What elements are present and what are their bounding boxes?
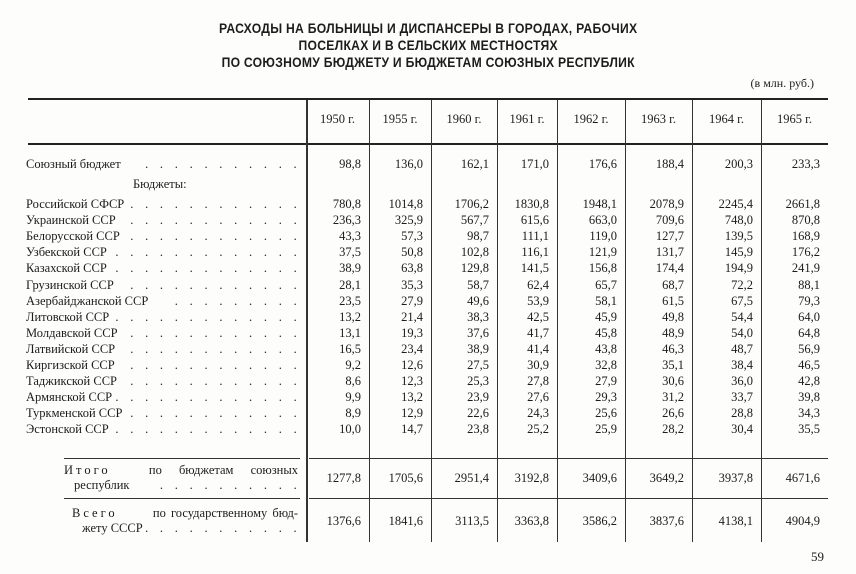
row-label — [26, 373, 301, 389]
table-cell: 4138,1 — [718, 514, 753, 528]
row-label-text: республик — [74, 478, 130, 492]
table-cell: 121,9 — [588, 245, 617, 260]
column-header: 1950 г. — [320, 112, 355, 126]
table-cell: 325,9 — [394, 213, 423, 228]
row-label-total-republics — [64, 462, 301, 478]
title-line: РАСХОДЫ НА БОЛЬНИЦЫ И ДИСПАНСЕРЫ В ГОРОДАХ, РАБОЧИХ — [219, 21, 638, 36]
table-cell: 3937,8 — [718, 471, 753, 485]
top-rule — [28, 98, 828, 100]
row-label-text: Туркменской ССР — [26, 406, 123, 421]
table-cell: 64,8 — [798, 325, 820, 340]
table-cell: 25,6 — [595, 406, 617, 421]
leader-dots: . . . . . . . . . . . . — [130, 229, 301, 244]
total-rule-values — [309, 498, 828, 499]
table-cell: 194,9 — [724, 261, 753, 276]
table-cell: 35,5 — [798, 422, 820, 437]
row-label-text: Таджикской ССР — [26, 374, 117, 389]
table-cell: 136,0 — [394, 157, 423, 171]
table-cell: 64,0 — [798, 309, 820, 324]
table-cell: 102,8 — [460, 245, 489, 260]
table-cell: 615,6 — [520, 213, 549, 228]
table-cell: 171,0 — [520, 157, 549, 171]
table-cell: 23,5 — [339, 293, 361, 308]
table-cell: 233,3 — [791, 157, 820, 171]
table-cell: 25,2 — [527, 422, 549, 437]
table-cell: 25,3 — [467, 374, 489, 389]
row-label — [26, 405, 301, 421]
leader-dots: . . . . . . . . . . . . — [130, 406, 301, 421]
column-header: 1963 г. — [641, 112, 676, 126]
table-cell: 111,1 — [521, 229, 549, 244]
row-label-total-ussr-2 — [82, 520, 301, 536]
table-cell: 48,9 — [662, 325, 684, 340]
table-cell: 567,7 — [460, 213, 489, 228]
table-cell: 23,9 — [467, 390, 489, 405]
table-cell: 43,8 — [595, 341, 617, 356]
table-cell: 33,7 — [731, 390, 753, 405]
leader-dots: . . . . . . . . . . . . — [130, 341, 301, 356]
column-header: 1965 г. — [777, 112, 812, 126]
leader-dots: . . . . . . . . . . . . . — [115, 245, 301, 260]
row-label-text: Армянской ССР — [26, 390, 113, 405]
table-cell: 13,2 — [339, 309, 361, 324]
table-cell: 13,2 — [401, 390, 423, 405]
table-cell: 48,7 — [731, 341, 753, 356]
page-number: 59 — [811, 549, 824, 564]
row-label — [26, 357, 301, 373]
table-cell: 38,9 — [467, 341, 489, 356]
leader-dots: . . . . . . . . . . . . — [130, 325, 301, 340]
budgets-subheader: Бюджеты: — [133, 177, 187, 191]
table-cell: 42,5 — [527, 309, 549, 324]
column-header: 1960 г. — [446, 112, 482, 126]
table-cell: 21,4 — [401, 309, 423, 324]
row-label-text: Молдавской ССР — [26, 325, 118, 340]
row-label — [26, 244, 301, 260]
table-cell: 88,1 — [798, 277, 820, 292]
row-label — [26, 325, 301, 341]
table-cell: 54,4 — [731, 309, 753, 324]
table-cell: 1841,6 — [388, 514, 423, 528]
row-label-total-ussr — [72, 505, 301, 521]
table-cell: 27,8 — [527, 374, 549, 389]
table-cell: 28,1 — [339, 277, 361, 292]
table-cell: 200,3 — [724, 157, 753, 171]
table-cell: 8,9 — [345, 406, 361, 421]
row-label-text: Грузинской ССР — [26, 277, 114, 292]
table-cell: 36,0 — [731, 374, 753, 389]
table-cell: 68,7 — [662, 277, 684, 292]
row-label-union-budget — [26, 156, 301, 172]
table-cell: 129,8 — [460, 261, 489, 276]
table-cell: 4671,6 — [785, 471, 820, 485]
table-cell: 12,6 — [401, 358, 423, 372]
table-cell: 2078,9 — [649, 197, 684, 211]
table-cell: 780,8 — [332, 197, 361, 211]
table-cell: 30,9 — [527, 358, 549, 372]
row-label-text: жету СССР — [82, 521, 143, 535]
row-label-text: по государственному бюд- — [152, 506, 298, 520]
table-cell: 98,7 — [467, 229, 489, 244]
row-label — [26, 228, 301, 244]
table-cell: 38,4 — [731, 358, 753, 372]
table-cell: 41,4 — [527, 341, 549, 356]
table-cell: 1830,8 — [514, 197, 549, 211]
table-cell: 46,3 — [662, 341, 684, 356]
table-cell: 1277,8 — [326, 471, 361, 485]
row-label-text: Российской СФСР — [26, 197, 125, 211]
table-cell: 38,3 — [467, 309, 489, 324]
table-cell: 46,5 — [798, 358, 820, 372]
row-label-text: Всего — [72, 506, 118, 520]
row-label-text: Литовской ССР — [26, 309, 110, 324]
table-cell: 3837,6 — [649, 514, 684, 528]
subtotal-rule-values — [309, 458, 828, 459]
table-cell: 236,3 — [332, 213, 361, 228]
table-cell: 3192,8 — [514, 471, 549, 485]
table-cell: 67,5 — [731, 293, 753, 308]
table-cell: 3363,8 — [514, 514, 549, 528]
table-cell: 58,1 — [595, 293, 617, 308]
table-cell: 39,8 — [798, 390, 820, 405]
table-cell: 54,0 — [731, 325, 753, 340]
table-cell: 1948,1 — [582, 197, 617, 211]
row-label-text: Киргизской ССР — [26, 358, 115, 372]
table-cell: 26,6 — [662, 406, 684, 421]
table-cell: 2245,4 — [718, 197, 753, 211]
row-label — [26, 277, 301, 293]
leader-dots: . . . . . . . . . . . — [145, 157, 301, 171]
leader-dots: . . . . . . . . . . . . . — [115, 309, 301, 324]
row-label — [26, 293, 301, 309]
table-cell: 19,3 — [401, 325, 423, 340]
table-cell: 27,9 — [401, 293, 423, 308]
table-cell: 241,9 — [791, 261, 820, 276]
table-cell: 12,9 — [401, 406, 423, 421]
table-cell: 61,5 — [662, 293, 684, 308]
row-label-text: Итого — [64, 463, 111, 477]
table-cell: 709,6 — [655, 213, 684, 228]
row-label — [26, 260, 301, 276]
table-cell: 49,8 — [662, 309, 684, 324]
leader-dots: . . . . . . . . . . . . — [130, 213, 301, 228]
table-cell: 45,8 — [595, 325, 617, 340]
table-cell: 35,3 — [401, 277, 423, 292]
table-cell: 119,0 — [589, 229, 617, 244]
leader-dots: . . . . . . . . . — [174, 293, 301, 308]
table-cell: 57,3 — [401, 229, 423, 244]
table-cell: 9,2 — [345, 358, 361, 372]
table-cell: 37,6 — [467, 325, 489, 340]
table-cell: 25,9 — [595, 422, 617, 437]
column-header: 1955 г. — [382, 112, 418, 126]
row-label-text: Эстонской ССР — [26, 422, 109, 437]
row-label — [26, 212, 301, 228]
table-cell: 24,3 — [527, 406, 549, 421]
table-cell: 174,4 — [655, 261, 684, 276]
table-cell: 98,8 — [339, 157, 361, 171]
table-cell: 1376,6 — [326, 514, 361, 528]
leader-dots: . . . . . . . . . . . . . — [115, 261, 301, 276]
row-label — [26, 341, 301, 357]
units-note: (в млн. руб.) — [750, 76, 814, 90]
column-header: 1962 г. — [573, 112, 609, 126]
table-cell: 38,9 — [339, 261, 361, 276]
table-cell: 168,9 — [791, 229, 820, 244]
leader-dots: . . . . . . . . . . . . — [130, 358, 301, 372]
row-label-text: Союзный бюджет — [26, 157, 121, 171]
table-cell: 30,4 — [731, 422, 753, 437]
row-label-text: Украинской ССР — [26, 213, 116, 228]
table-cell: 30,6 — [662, 374, 684, 389]
table-cell: 65,7 — [595, 277, 617, 292]
table-cell: 50,8 — [401, 245, 423, 260]
table-cell: 79,3 — [798, 293, 820, 308]
table-cell: 10,0 — [339, 422, 361, 437]
row-label-text: Латвийской ССР — [26, 341, 116, 356]
leader-dots: . . . . . . . . . . — [159, 478, 301, 492]
table-cell: 8,6 — [345, 374, 361, 389]
leader-dots: . . . . . . . . . . . . — [130, 374, 301, 389]
table-cell: 141,5 — [520, 261, 549, 276]
total-rule-label — [64, 498, 300, 499]
table-cell: 35,1 — [662, 358, 684, 372]
row-label — [26, 389, 301, 405]
table-cell: 9,9 — [345, 390, 361, 405]
row-label-total-republics-2 — [74, 477, 301, 493]
table-cell: 28,2 — [662, 422, 684, 437]
row-label-text: Узбекской ССР — [26, 245, 107, 260]
table-cell: 72,2 — [731, 277, 753, 292]
table-cell: 663,0 — [588, 213, 617, 228]
table-cell: 23,8 — [467, 422, 489, 437]
table-cell: 27,5 — [467, 358, 489, 372]
table-cell: 53,9 — [527, 293, 549, 308]
table-cell: 62,4 — [527, 277, 549, 292]
table-cell: 2661,8 — [785, 197, 820, 211]
table-cell: 63,8 — [401, 261, 423, 276]
table-cell: 49,6 — [467, 293, 489, 308]
table-cell: 31,2 — [662, 390, 684, 405]
table-cell: 27,6 — [527, 390, 549, 405]
column-header: 1961 г. — [509, 112, 545, 126]
table-cell: 3586,2 — [582, 514, 617, 528]
row-label-text: по бюджетам союзных — [148, 463, 298, 477]
table-cell: 188,4 — [655, 157, 684, 171]
row-label-text: Белорусской ССР — [26, 229, 120, 244]
table-cell: 3113,5 — [455, 514, 489, 528]
row-label-text: Казахской ССР — [26, 261, 107, 276]
leader-dots: . . . . . . . . . . . . . — [115, 422, 301, 437]
table-cell: 4904,9 — [785, 514, 820, 528]
table-cell: 748,0 — [724, 213, 753, 228]
table-cell: 45,9 — [595, 309, 617, 324]
table-cell: 37,5 — [339, 245, 361, 260]
table-cell: 176,2 — [791, 245, 820, 260]
table-cell: 29,3 — [595, 390, 617, 405]
table-cell: 139,5 — [724, 229, 753, 244]
table-cell: 28,8 — [731, 406, 753, 421]
table-cell: 43,3 — [339, 229, 361, 244]
leader-dots: . . . . . . . . . . . . — [130, 277, 301, 292]
table-cell: 42,8 — [798, 374, 820, 389]
table-cell: 1705,6 — [388, 471, 423, 485]
table-cell: 3649,2 — [649, 471, 684, 485]
table-cell: 56,9 — [798, 341, 820, 356]
row-label — [26, 309, 301, 325]
table-cell: 145,9 — [724, 245, 753, 260]
table-cell: 58,7 — [467, 277, 489, 292]
table-title — [43, 20, 813, 71]
row-label — [26, 196, 301, 212]
table-cell: 131,7 — [655, 245, 684, 260]
row-label-text: Азербайджанской ССР — [26, 293, 149, 308]
title-line: ПОСЕЛКАХ И В СЕЛЬСКИХ МЕСТНОСТЯХ — [298, 38, 558, 53]
column-header: 1964 г. — [709, 112, 744, 126]
leader-dots: . . . . . . . . . . . . . — [115, 390, 301, 405]
table-cell: 16,5 — [339, 341, 361, 356]
table-cell: 2951,4 — [454, 471, 489, 485]
table-cell: 127,7 — [655, 229, 684, 244]
table-cell: 176,6 — [588, 157, 617, 171]
row-label — [26, 421, 301, 437]
table-cell: 1706,2 — [454, 197, 489, 211]
table-cell: 12,3 — [401, 374, 423, 389]
table-cell: 32,8 — [595, 358, 617, 372]
table-cell: 27,9 — [595, 374, 617, 389]
table-cell: 1014,8 — [388, 197, 423, 211]
table-cell: 14,7 — [401, 422, 423, 437]
table-cell: 22,6 — [467, 406, 489, 421]
table-cell: 870,8 — [791, 213, 820, 228]
title-line: ПО СОЮЗНОМУ БЮДЖЕТУ И БЮДЖЕТАМ СОЮЗНЫХ РЕСПУБЛИК — [221, 55, 635, 70]
leader-dots: . . . . . . . . . . . . — [130, 197, 301, 211]
table-cell: 34,3 — [798, 406, 820, 421]
table-cell: 3409,6 — [582, 471, 617, 485]
table-cell: 41,7 — [527, 325, 549, 340]
table-cell: 13,1 — [339, 325, 361, 340]
table-cell: 162,1 — [460, 157, 489, 171]
header-rule — [28, 143, 828, 145]
leader-dots: . . . . . . . . . . . — [145, 521, 301, 535]
table-cell: 156,8 — [588, 261, 617, 276]
table-cell: 23,4 — [401, 341, 423, 356]
table-cell: 116,1 — [521, 245, 549, 260]
subtotal-rule-label — [64, 458, 300, 459]
